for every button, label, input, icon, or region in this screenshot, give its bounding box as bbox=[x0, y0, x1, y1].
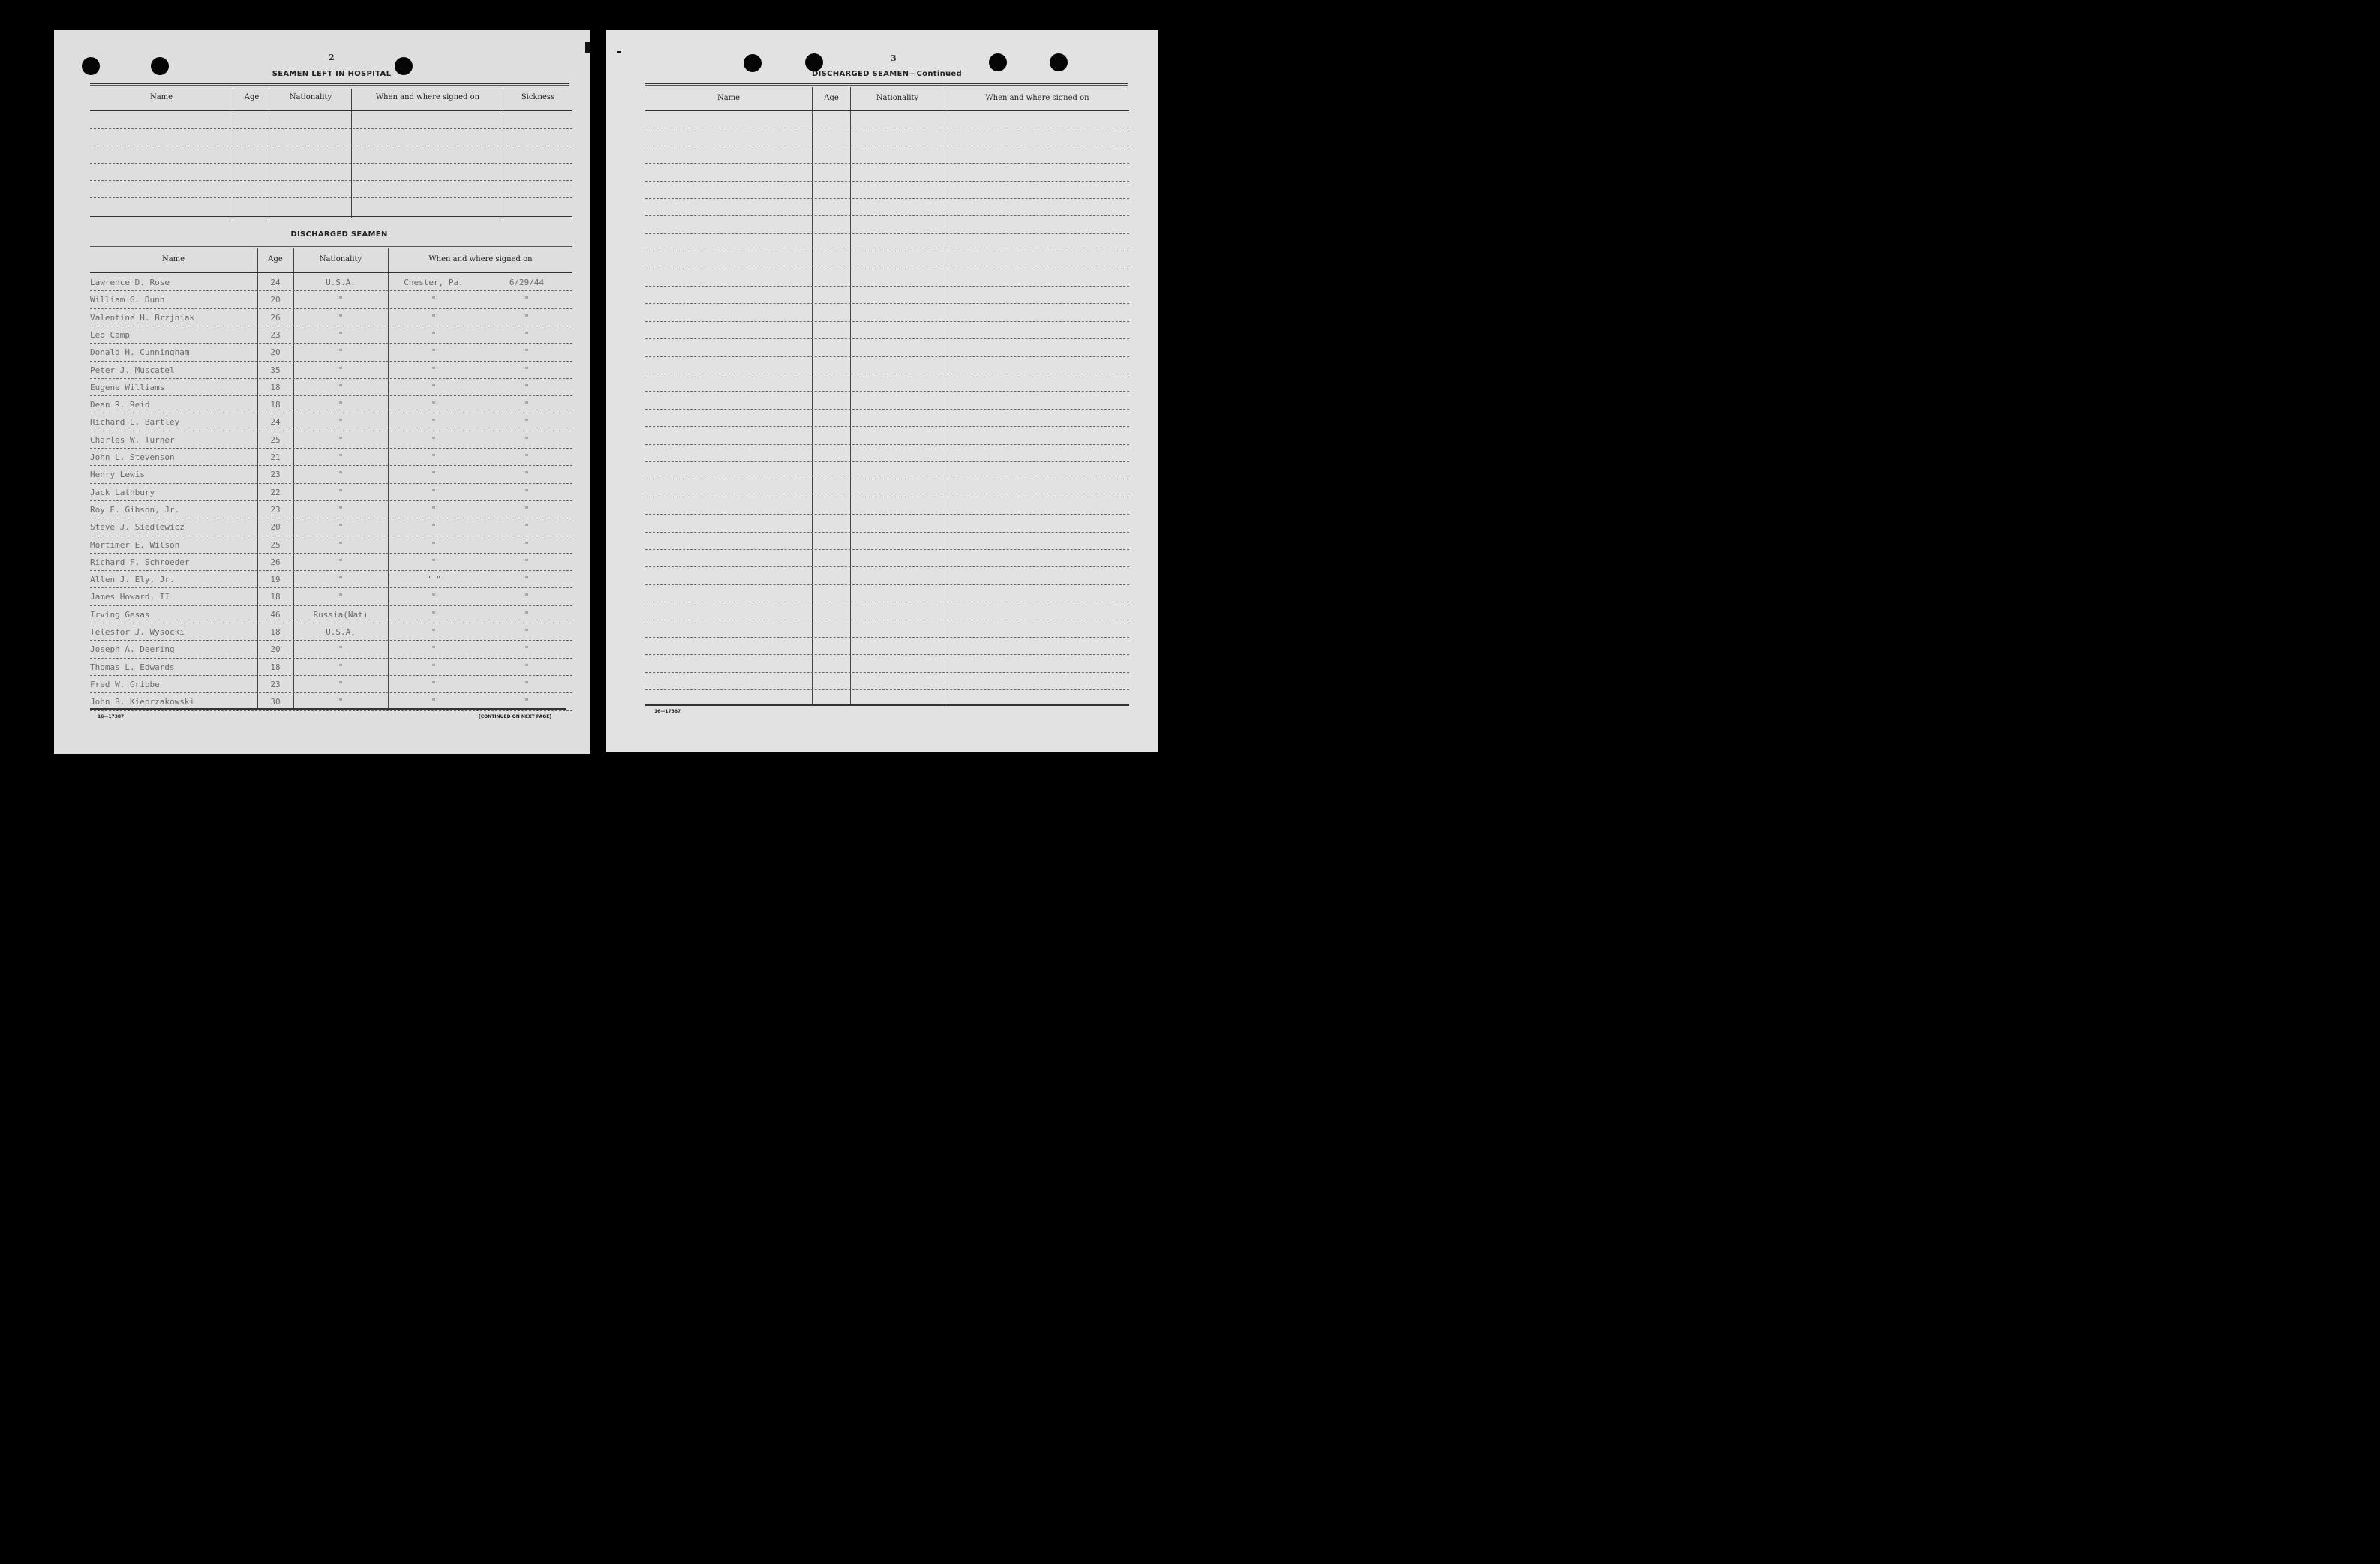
seaman-name: Mortimer E. Wilson bbox=[90, 539, 180, 550]
row-rule bbox=[90, 553, 572, 554]
header-rule bbox=[90, 272, 572, 273]
seaman-age: 25 bbox=[270, 539, 281, 550]
scan-mark bbox=[585, 42, 590, 53]
signed-on-place: " bbox=[431, 329, 437, 340]
seaman-nationality: " bbox=[338, 400, 344, 410]
signed-on-place: " bbox=[431, 434, 437, 445]
signed-on-date: " bbox=[524, 504, 530, 515]
seaman-name: Eugene Williams bbox=[90, 382, 165, 392]
row-rule bbox=[645, 303, 1129, 304]
signed-on-date: " bbox=[524, 522, 530, 533]
seaman-age: 25 bbox=[270, 434, 281, 445]
seaman-age: 30 bbox=[270, 697, 281, 707]
row-rule bbox=[645, 181, 1129, 182]
seaman-name: Roy E. Gibson, Jr. bbox=[90, 504, 180, 515]
signed-on-place: " bbox=[431, 662, 437, 672]
row-rule bbox=[90, 710, 572, 711]
signed-on-place: " bbox=[431, 347, 437, 358]
page-number: 2 bbox=[329, 53, 335, 62]
seaman-age: 21 bbox=[270, 452, 281, 462]
seaman-nationality: " bbox=[338, 470, 344, 480]
row-rule bbox=[90, 465, 572, 466]
seaman-nationality: " bbox=[338, 382, 344, 392]
punch-hole bbox=[1050, 53, 1068, 71]
seaman-age: 26 bbox=[270, 557, 281, 567]
row-rule bbox=[645, 654, 1129, 655]
right-col-name: Name bbox=[717, 94, 741, 102]
column-divider bbox=[850, 87, 851, 704]
row-rule bbox=[645, 163, 1129, 164]
signed-on-date: " bbox=[524, 697, 530, 707]
right-page bbox=[606, 30, 1158, 752]
seaman-nationality: " bbox=[338, 504, 344, 515]
seaman-name: Richard F. Schroeder bbox=[90, 557, 190, 567]
seaman-age: 20 bbox=[270, 295, 281, 305]
signed-on-place: " bbox=[431, 627, 437, 637]
seaman-nationality: " bbox=[338, 592, 344, 602]
scan-mark bbox=[617, 51, 621, 53]
seaman-name: Joseph A. Deering bbox=[90, 644, 175, 655]
row-rule bbox=[90, 692, 572, 693]
seaman-age: 23 bbox=[270, 329, 281, 340]
seaman-nationality: " bbox=[338, 522, 344, 533]
row-rule bbox=[645, 215, 1129, 216]
punch-hole bbox=[805, 53, 823, 71]
seaman-name: Thomas L. Edwards bbox=[90, 662, 175, 672]
seaman-name: Lawrence D. Rose bbox=[90, 278, 170, 287]
row-rule bbox=[645, 233, 1129, 234]
discharged-col-nationality: Nationality bbox=[319, 255, 362, 263]
seaman-nationality: " bbox=[338, 329, 344, 340]
punch-hole bbox=[151, 57, 169, 75]
row-rule bbox=[90, 658, 572, 659]
seaman-age: 20 bbox=[270, 522, 281, 533]
seaman-nationality: " bbox=[338, 487, 344, 497]
signed-on-date: " bbox=[524, 312, 530, 323]
signed-on-date: " bbox=[524, 400, 530, 410]
right-page-title: DISCHARGED SEAMEN—Continued bbox=[812, 70, 962, 78]
signed-on-date: " bbox=[524, 382, 530, 392]
seaman-name: Charles W. Turner bbox=[90, 434, 175, 445]
seaman-age: 20 bbox=[270, 347, 281, 358]
signed-on-place: " bbox=[431, 557, 437, 567]
signed-on-date: " bbox=[524, 470, 530, 480]
signed-on-place: " bbox=[431, 382, 437, 392]
seaman-age: 19 bbox=[270, 575, 281, 585]
seaman-nationality: " bbox=[338, 417, 344, 428]
row-rule bbox=[90, 675, 572, 676]
row-rule bbox=[90, 197, 572, 198]
seaman-age: 23 bbox=[270, 504, 281, 515]
signed-on-date: " bbox=[524, 539, 530, 550]
seaman-age: 22 bbox=[270, 487, 281, 497]
column-divider bbox=[351, 89, 352, 218]
row-rule bbox=[90, 343, 572, 344]
signed-on-place: " bbox=[431, 365, 437, 375]
row-rule bbox=[645, 549, 1129, 550]
discharged-col-name: Name bbox=[161, 255, 185, 263]
seaman-age: 46 bbox=[270, 609, 281, 620]
row-rule bbox=[645, 637, 1129, 638]
hospital-section-title: SEAMEN LEFT IN HOSPITAL bbox=[272, 70, 392, 78]
row-rule bbox=[90, 180, 572, 181]
signed-on-date: " bbox=[524, 557, 530, 567]
row-rule bbox=[90, 378, 572, 379]
seaman-name: Leo Camp bbox=[90, 329, 130, 340]
signed-on-date: " bbox=[524, 452, 530, 462]
column-divider bbox=[812, 87, 813, 704]
row-rule bbox=[645, 338, 1129, 339]
signed-on-place: " bbox=[431, 697, 437, 707]
row-rule bbox=[90, 605, 572, 606]
seaman-name: Richard L. Bartley bbox=[90, 417, 180, 428]
seaman-name: Fred W. Gribbe bbox=[90, 679, 160, 689]
signed-on-place: Chester, Pa. bbox=[404, 278, 464, 287]
seaman-nationality: " bbox=[338, 697, 344, 707]
row-rule bbox=[90, 570, 572, 571]
row-rule bbox=[645, 566, 1129, 567]
signed-on-date: " bbox=[524, 295, 530, 305]
seaman-nationality: " bbox=[338, 312, 344, 323]
seaman-nationality: U.S.A. bbox=[326, 278, 356, 287]
signed-on-date: " bbox=[524, 417, 530, 428]
seaman-name: Valentine H. Brzjniak bbox=[90, 312, 195, 323]
section-rule bbox=[90, 245, 572, 247]
hospital-col-name: Name bbox=[149, 93, 173, 101]
row-rule bbox=[90, 448, 572, 449]
row-rule bbox=[90, 128, 572, 129]
signed-on-place: " bbox=[431, 470, 437, 480]
header-rule bbox=[645, 110, 1129, 111]
signed-on-date: " bbox=[524, 575, 530, 585]
table-bottom-rule bbox=[645, 704, 1129, 706]
table-bottom-rule bbox=[90, 708, 566, 710]
seaman-name: Steve J. Siedlewicz bbox=[90, 522, 185, 533]
row-rule bbox=[645, 426, 1129, 427]
continued-note: [CONTINUED ON NEXT PAGE] bbox=[479, 714, 552, 719]
signed-on-date: 6/29/44 bbox=[509, 278, 545, 287]
discharged-col-age: Age bbox=[268, 255, 283, 263]
seaman-age: 20 bbox=[270, 644, 281, 655]
signed-on-date: " bbox=[524, 679, 530, 689]
signed-on-date: " bbox=[524, 644, 530, 655]
signed-on-date: " bbox=[524, 592, 530, 602]
seaman-age: 23 bbox=[270, 679, 281, 689]
punch-hole bbox=[989, 53, 1007, 71]
row-rule bbox=[90, 483, 572, 484]
signed-on-place: " bbox=[431, 644, 437, 655]
signed-on-place: " bbox=[431, 592, 437, 602]
discharged-section-title: DISCHARGED SEAMEN bbox=[290, 230, 388, 239]
form-number: 16—17387 bbox=[654, 709, 681, 714]
seaman-name: Peter J. Muscatel bbox=[90, 365, 175, 375]
row-rule bbox=[645, 198, 1129, 199]
section-rule bbox=[90, 83, 569, 86]
row-rule bbox=[645, 689, 1129, 690]
row-rule bbox=[90, 361, 572, 362]
row-rule bbox=[645, 321, 1129, 322]
row-rule bbox=[645, 584, 1129, 585]
right-col-nationality: Nationality bbox=[876, 94, 919, 102]
seaman-age: 18 bbox=[270, 627, 281, 637]
seaman-name: John L. Stevenson bbox=[90, 452, 175, 462]
hospital-col-age: Age bbox=[244, 93, 260, 101]
seaman-nationality: " bbox=[338, 679, 344, 689]
signed-on-date: " bbox=[524, 329, 530, 340]
seaman-nationality: " bbox=[338, 575, 344, 585]
seaman-name: William G. Dunn bbox=[90, 295, 165, 305]
seaman-nationality: U.S.A. bbox=[326, 627, 356, 637]
seaman-name: Dean R. Reid bbox=[90, 400, 150, 410]
signed-on-place: " bbox=[431, 417, 437, 428]
seaman-name: Allen J. Ely, Jr. bbox=[90, 575, 175, 585]
seaman-nationality: " bbox=[338, 539, 344, 550]
signed-on-date: " bbox=[524, 609, 530, 620]
row-rule bbox=[90, 290, 572, 291]
discharged-col-signed-on: When and where signed on bbox=[428, 255, 533, 263]
signed-on-place: " bbox=[431, 452, 437, 462]
seaman-age: 35 bbox=[270, 365, 281, 375]
signed-on-place: " bbox=[431, 312, 437, 323]
signed-on-date: " bbox=[524, 487, 530, 497]
row-rule bbox=[645, 356, 1129, 357]
hospital-col-sickness: Sickness bbox=[521, 93, 555, 101]
row-rule bbox=[90, 308, 572, 309]
row-rule bbox=[645, 286, 1129, 287]
seaman-age: 18 bbox=[270, 382, 281, 392]
signed-on-date: " bbox=[524, 662, 530, 672]
row-rule bbox=[645, 391, 1129, 392]
page-number: 3 bbox=[891, 53, 897, 63]
seaman-age: 24 bbox=[270, 278, 281, 287]
signed-on-place: " bbox=[431, 539, 437, 550]
signed-on-place: " bbox=[431, 679, 437, 689]
seaman-age: 18 bbox=[270, 592, 281, 602]
signed-on-place: " bbox=[431, 487, 437, 497]
row-rule bbox=[90, 395, 572, 396]
row-rule bbox=[90, 640, 572, 641]
section-rule bbox=[645, 83, 1128, 86]
row-rule bbox=[90, 500, 572, 501]
seaman-nationality: " bbox=[338, 434, 344, 445]
left-page bbox=[54, 30, 590, 754]
hospital-col-signed-on: When and where signed on bbox=[375, 93, 480, 101]
signed-on-place: " " bbox=[426, 575, 441, 585]
seaman-name: Jack Lathbury bbox=[90, 487, 155, 497]
seaman-name: Telesfor J. Wysocki bbox=[90, 627, 185, 637]
row-rule bbox=[645, 672, 1129, 673]
seaman-nationality: " bbox=[338, 452, 344, 462]
signed-on-date: " bbox=[524, 347, 530, 358]
row-rule bbox=[645, 514, 1129, 515]
seaman-name: James Howard, II bbox=[90, 592, 170, 602]
seaman-age: 23 bbox=[270, 470, 281, 480]
signed-on-place: " bbox=[431, 295, 437, 305]
seaman-age: 24 bbox=[270, 417, 281, 428]
seaman-nationality: " bbox=[338, 365, 344, 375]
signed-on-place: " bbox=[431, 609, 437, 620]
seaman-name: Donald H. Cunningham bbox=[90, 347, 190, 358]
signed-on-place: " bbox=[431, 400, 437, 410]
row-rule bbox=[645, 444, 1129, 445]
seaman-nationality: " bbox=[338, 347, 344, 358]
row-rule bbox=[90, 163, 572, 164]
seaman-nationality: " bbox=[338, 557, 344, 567]
signed-on-date: " bbox=[524, 434, 530, 445]
seaman-nationality: " bbox=[338, 644, 344, 655]
punch-hole bbox=[82, 57, 100, 75]
right-col-age: Age bbox=[824, 94, 839, 102]
seaman-name: John B. Kieprzakowski bbox=[90, 697, 195, 707]
signed-on-date: " bbox=[524, 365, 530, 375]
header-rule bbox=[90, 110, 572, 111]
seaman-name: Irving Gesas bbox=[90, 609, 150, 620]
seaman-nationality: Russia(Nat) bbox=[313, 609, 368, 620]
hospital-col-nationality: Nationality bbox=[289, 93, 332, 101]
seaman-nationality: " bbox=[338, 662, 344, 672]
row-rule bbox=[645, 409, 1129, 410]
section-rule bbox=[90, 216, 572, 218]
seaman-age: 18 bbox=[270, 662, 281, 672]
row-rule bbox=[645, 532, 1129, 533]
signed-on-place: " bbox=[431, 504, 437, 515]
signed-on-place: " bbox=[431, 522, 437, 533]
signed-on-date: " bbox=[524, 627, 530, 637]
seaman-age: 26 bbox=[270, 312, 281, 323]
row-rule bbox=[645, 461, 1129, 462]
right-col-signed-on: When and where signed on bbox=[985, 94, 1089, 102]
row-rule bbox=[90, 587, 572, 588]
seaman-age: 18 bbox=[270, 400, 281, 410]
seaman-nationality: " bbox=[338, 295, 344, 305]
form-number: 16—17387 bbox=[98, 714, 125, 719]
seaman-name: Henry Lewis bbox=[90, 470, 145, 480]
